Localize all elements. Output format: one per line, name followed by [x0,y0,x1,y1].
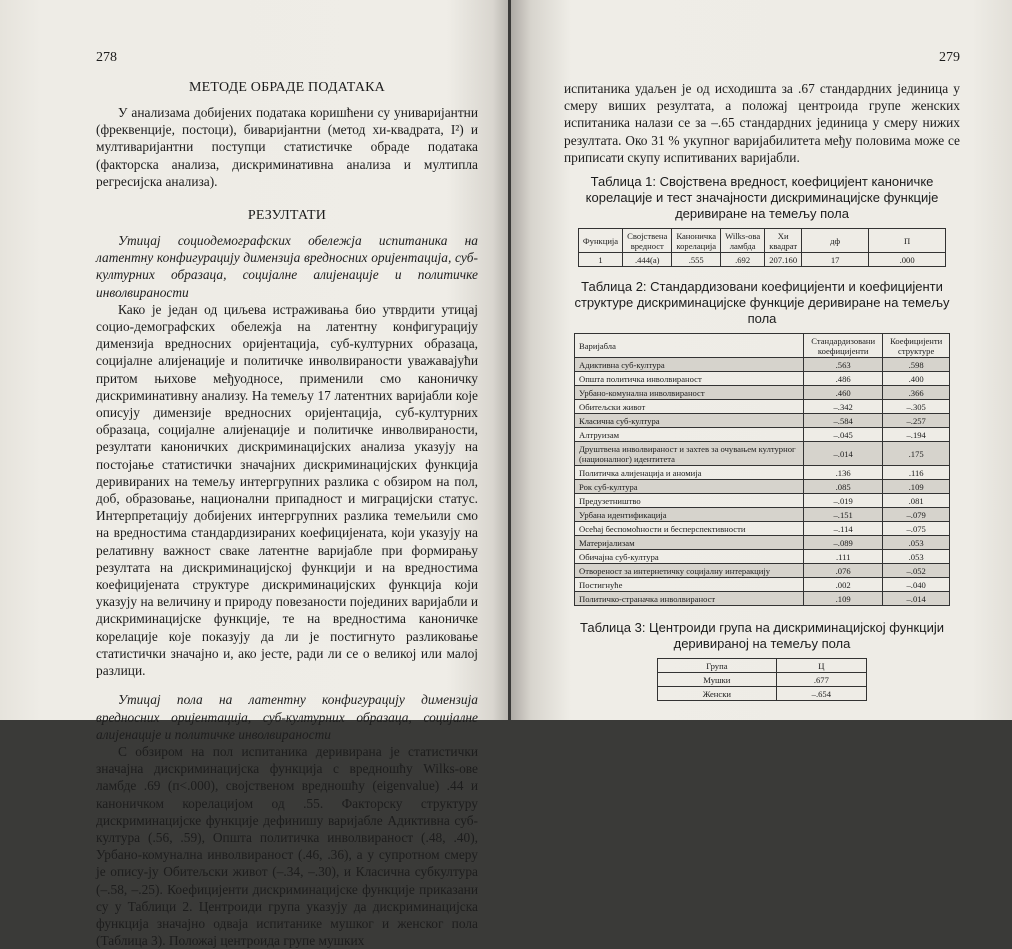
section-heading-methods: МЕТОДЕ ОБРАДЕ ПОДАТАКА [188,80,385,95]
table-2-body [575,358,950,606]
table-row [578,253,945,267]
variable-name: Општа политичка инволвираност [575,372,804,386]
group-name: Женски [658,687,777,701]
methods-paragraph: У анализама добијених података коришћени су униваријантни (фреквенције, постоци), биваријантни (метод хи-квадрата, I²) и мултиваријантни поступци статистичке обраде података (факторска анализа, дискриминативна анализа и мултипла регресијска анализа). [96,105,478,189]
structure-coefficient: .116 [883,466,950,480]
standardized-coefficient: .136 [804,466,883,480]
structure-coefficient: .598 [883,358,950,372]
standardized-coefficient: –.584 [804,414,883,428]
standardized-coefficient: –.342 [804,400,883,414]
paragraph-gender: С обзиром на пол испитаника деривирана је статистички значајна дискриминацијска функција с вредношћу Wilks-ове ламбде .69 (п<.000), својственом вредношћу (eigenvalue) .44 и каноничком корелацијом од .55. Факторску структуру дискриминацијске функције дефинишу варијабле Адиктивна суб-култура (.56, .59), Општа политичка инволвираност (.48, .40), Урбано-комунална инволвираност (.46, .36), а у супротном смеру је опису-ју Обитељски живот (–.34, –.30), и Класична субкултура (–.58, –.25). Коефицијенти дискриминацијске функције приказани су у Таблици 2. Центроиди група указују да дискриминацијска функција значајно одваја испитанике мушког и женског пола (Таблица 3). Положај центроида групе мушких [96,743,478,949]
table-1-cell: .555 [672,253,721,267]
table-1 [578,228,946,267]
paragraph-continued: испитаника удаљен је од исходишта за .67 стандардних јединица у смеру виших резултата, а положај центроида групе женских испитаника налази се за –.65 стандардних јединица у смеру нижих резултата. Око 31 % укупног варијабилитета међу половима може се приписати скупу испитиваних варијабли. [564,81,960,165]
table-1-header: П [869,229,946,253]
paragraph-sociodemographic: Како је један од циљева истраживања био утврдити утицај социо-демографских обележја на латентну конфигурацију димензија вредносних оријентација, суб-културних образаца, социјалне алијенације и политичке инволвираности уважавајући притом њихове међуодносе, применили смо каноничку дискриминативну анализу. На темељу 17 латентних варијабли које описују димензије вредносних оријентација, суб-културних образаца, социјалне алијенације и политичке инволвираности, резултати каноничких дискриминацијских анализа указују на постојање статистички значајних дискриминацијских функција деривираних на темељу интергрупних разлика с обзиром на пол, доб, образовање, национални припадност и миграцијски статус. Интерпретацију добијених интергрупних разлика темељили смо на вредностима стандардизираних коефицијената, који указују на релативну важност сваке латентне варијабле при формирању резултата на дискриминацијској функцији и на вредностима коефицијената структуре дискриминацијских функција који указују на величину и природу повезаности појединих варијабли и дискриминацијске функције, те на вредностима каноничке корелације које показују да ли је постигнуто разликовање статистички значајно и, ако јесте, ради ли се о великој или малој разлици. [96,301,478,679]
page-number-left: 278 [96,50,117,65]
table-row [575,522,950,536]
table-row [575,414,950,428]
structure-coefficient: –.075 [883,522,950,536]
table1-caption: Таблица 1: Својствена вредност, коефицијент каноничке корелације и тест значајности дискриминацијске функције деривиране на темељу пола [585,174,939,222]
variable-name: Постигнуће [575,578,804,592]
table-1-cell: 207.160 [765,253,802,267]
variable-name: Класична суб-култура [575,414,804,428]
table-3 [657,658,867,701]
table-1-header: Хи квадрат [765,229,802,253]
standardized-coefficient: –.045 [804,428,883,442]
structure-coefficient: .053 [883,536,950,550]
table-row [575,550,950,564]
table-2 [574,333,950,606]
variable-name: Политичко-страначка инволвираност [575,592,804,606]
variable-name: Политичка алијенација и аномија [575,466,804,480]
variable-name: Предузетништво [575,494,804,508]
standardized-coefficient: –.089 [804,536,883,550]
table-1-cell: .000 [869,253,946,267]
table-1-header: Каноничка корелација [672,229,721,253]
variable-name: Алтруизам [575,428,804,442]
table-row [575,494,950,508]
table-1-header: дф [802,229,869,253]
structure-coefficient: .175 [883,442,950,466]
structure-coefficient: –.014 [883,592,950,606]
structure-coefficient: .109 [883,480,950,494]
table-2-header-variable: Варијабла [575,334,804,358]
table-3-header: Група [658,659,777,673]
section-heading-results: РЕЗУЛТАТИ [247,208,327,224]
table-row [575,386,950,400]
table-row [575,466,950,480]
table-1-header: Функција [578,229,622,253]
table-2-header-std: Стандардизовани коефицијенти [804,334,883,358]
subheading-sociodemographic: Утицај социодемографских обележја испитаника на латентну конфигурацију димензија вредносних оријентација, суб-културних образаца, социјалне алијенације и политичке инволвираности [96,233,478,300]
table-1-cell: .692 [721,253,765,267]
table-3-body [658,673,867,701]
structure-coefficient: –.079 [883,508,950,522]
standardized-coefficient: .111 [804,550,883,564]
standardized-coefficient: .460 [804,386,883,400]
table-row [575,372,950,386]
group-name: Мушки [658,673,777,687]
table-row [658,673,867,687]
table2-caption: Таблица 2: Стандардизовани коефицијенти и коефицијенти структуре дискриминацијске функције деривиране на темељу пола [574,279,950,327]
standardized-coefficient: –.019 [804,494,883,508]
standardized-coefficient: .076 [804,564,883,578]
standardized-coefficient: .486 [804,372,883,386]
standardized-coefficient: –.114 [804,522,883,536]
standardized-coefficient: .002 [804,578,883,592]
table-2-header-str: Коефицијенти структуре [883,334,950,358]
centroid-value: –.654 [776,687,866,701]
standardized-coefficient: –.151 [804,508,883,522]
structure-coefficient: –.052 [883,564,950,578]
table-3-header-row [658,659,867,673]
table-row [575,508,950,522]
standardized-coefficient: –.014 [804,442,883,466]
table-row [575,592,950,606]
variable-name: Друштвена инволвираност и захтев за очувањем културног (националног) идентитета [575,442,804,466]
standardized-coefficient: .109 [804,592,883,606]
table-1-cell: 1 [578,253,622,267]
variable-name: Осећај беспомоћности и бесперспективности [575,522,804,536]
structure-coefficient: –.040 [883,578,950,592]
structure-coefficient: –.305 [883,400,950,414]
centroid-value: .677 [776,673,866,687]
structure-coefficient: –.257 [883,414,950,428]
table-row [575,564,950,578]
variable-name: Рок суб-култура [575,480,804,494]
standardized-coefficient: .085 [804,480,883,494]
variable-name: Адиктивна суб-култура [575,358,804,372]
variable-name: Материјализам [575,536,804,550]
table-1-cell: 17 [802,253,869,267]
table-row [575,400,950,414]
table-1-header: Својствена вредност [623,229,672,253]
variable-name: Урбана идентификација [575,508,804,522]
table-row [575,578,950,592]
structure-coefficient: .081 [883,494,950,508]
variable-name: Отвореност за интернетичку социјалну интеракцију [575,564,804,578]
structure-coefficient: .366 [883,386,950,400]
structure-coefficient: .400 [883,372,950,386]
table-row [575,480,950,494]
variable-name: Урбано-комунална инволвираност [575,386,804,400]
table-1-header: Wilks-ова ламбда [721,229,765,253]
table-1-header-row [578,229,945,253]
structure-coefficient: .053 [883,550,950,564]
table-row [575,442,950,466]
table3-caption: Таблица 3: Центроиди група на дискриминацијској функцији деривираној на темељу пола [580,620,944,652]
structure-coefficient: –.194 [883,428,950,442]
table-row [575,358,950,372]
standardized-coefficient: .563 [804,358,883,372]
variable-name: Обитељски живот [575,400,804,414]
subheading-gender: Утицај пола на латентну конфигурацију димензија вредносних оријентација, суб-културних образаца, социјалне алијенације и политичке инволвираности [96,692,478,742]
right-page [511,0,1012,720]
table-1-cell: .444(a) [623,253,672,267]
variable-name: Обичајна суб-култура [575,550,804,564]
table-2-header-row [575,334,950,358]
table-row [658,687,867,701]
table-3-header: Ц [776,659,866,673]
table-row [575,536,950,550]
page-number-right: 279 [939,50,960,65]
table-row [575,428,950,442]
